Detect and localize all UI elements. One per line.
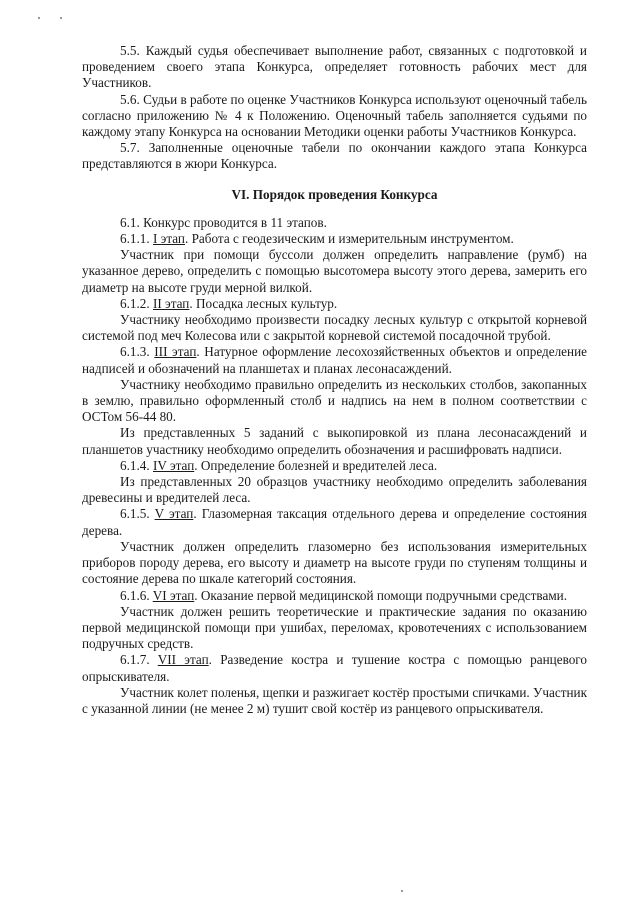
stage-1-number: 6.1.1. [120,231,150,247]
paragraph-5-7: 5.7. Заполненные оценочные табели по окончании каждого этапа Конкурса представляются в жюри Конкурса. [82,140,587,172]
stage-3-label: III этап [154,344,197,360]
stage-7-label: VII этап [157,652,209,668]
stage-5-label: V этап [154,506,194,522]
stage-4-name: . Определение болезней и вредителей леса. [194,457,438,473]
document-body [82,43,587,717]
stage-5-description: Участник должен определить глазомерно без использования измерительных приборов породу дерева, его высоту и диаметр на высоте груди по ступеням толщины и состояние дерева по шкале категорий состояния. [82,538,587,587]
paragraph-6-1: 6.1. Конкурс проводится в 11 этапов. [120,214,327,230]
stage-7-title [82,652,587,684]
stage-3-title [82,344,587,376]
stage-1-title [82,231,587,247]
stage-6-number: 6.1.6. [120,587,150,603]
stage-7-name: . Разведение костра и тушение костра с помощью ранцевого опрыскивателя. [82,652,587,684]
stage-6-description: Участник должен решить теоретические и практические задания по оказанию первой медицинской помощи при ушибах, переломах, кровотечениях с использованием подручных средств. [82,603,587,652]
stage-3-name: . Натурное оформление лесохозяйственных объектов и определение надписей и обозначений на планшетах и планах лесонасаждений. [82,344,587,376]
stage-1-description: Участник при помощи буссоли должен определить направление (румб) на указанное дерево, определить с помощью высотомера высоту этого дерева, замерить его диаметр на высоте груди мерной вилкой. [82,247,587,295]
scan-speck [38,17,40,19]
stage-2-name: . Посадка лесных культур. [189,295,338,311]
stage-1-name: . Работа с геодезическим и измерительным инструментом. [184,231,514,247]
stage-5-number: 6.1.5. [120,506,150,522]
paragraph-5-5: 5.5. Каждый судья обеспечивает выполнение работ, связанных с подготовкой и проведением своего этапа Конкурса, определяет готовность рабочих мест для Участников. [82,43,587,91]
scan-speck [60,17,62,19]
stage-6-title [82,588,587,604]
stage-6-label: VI этап [152,587,195,603]
stage-7-number: 6.1.7. [120,652,150,668]
stage-3-number: 6.1.3. [120,344,150,360]
stage-5-title [82,506,587,538]
stage-2-number: 6.1.2. [120,295,150,311]
stage-2-label: II этап [152,295,190,311]
stage-4-number: 6.1.4. [120,457,150,473]
stage-1-label: I этап [152,231,185,247]
scan-speck [401,890,403,892]
stage-5-name: . Глазомерная таксация отдельного дерева и определение состояния дерева. [82,506,587,538]
stage-3-task: Из представленных 5 заданий с выкопировкой из плана лесонасаждений и планшетов участнику необходимо определить обозначения и расшифровать надписи. [82,425,587,457]
section-heading: VI. Порядок проведения Конкурса [231,186,438,202]
stage-7-description: Участник колет поленья, щепки и разжигает костёр простыми спичками. Участник с указанной линии (не менее 2 м) тушит свой костёр из ранцевого опрыскивателя. [82,684,587,716]
stage-3-description: Участнику необходимо правильно определить из нескольких столбов, закопанных в землю, правильно оформленный столб и надпись на нем в полном соответствии с ОСТом 56-44 80. [82,376,587,425]
paragraph-5-6: 5.6. Судьи в работе по оценке Участников Конкурса используют оценочный табель согласно приложению № 4 к Положению. Оценочный табель заполняется судьями по каждому этапу Конкурса на основании Методики оценки работы Участников Конкурса. [82,91,587,140]
stage-4-description: Из представленных 20 образцов участнику необходимо определить заболевания древесины и вредителей леса. [82,474,587,506]
stage-6-name: . Оказание первой медицинской помощи подручными средствами. [194,587,568,603]
stage-4-label: IV этап [152,457,195,473]
stage-2-title [82,296,587,312]
stage-4-title [82,458,587,474]
stage-2-description: Участнику необходимо произвести посадку лесных культур с открытой корневой системой под меч Колесова или с закрытой корневой системой посадочной трубой. [82,312,587,344]
